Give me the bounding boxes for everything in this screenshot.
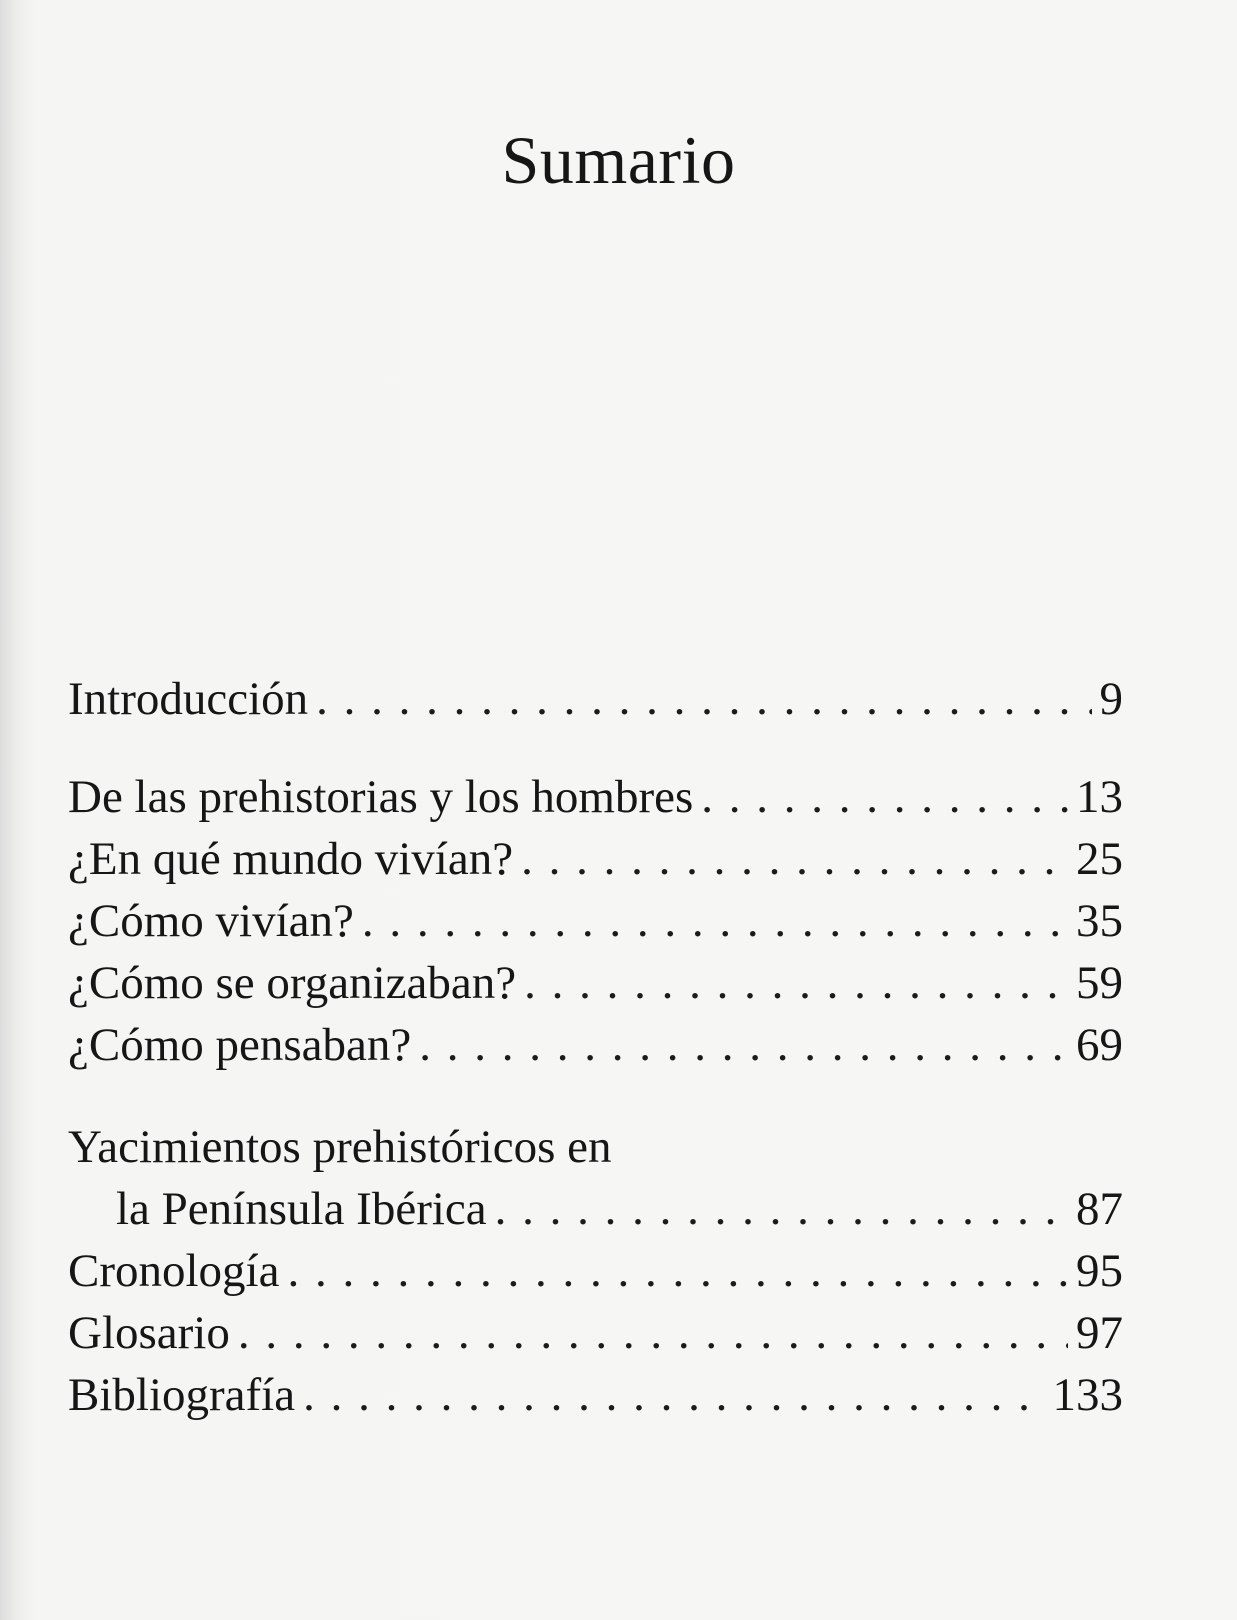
dot-leader <box>238 1302 1068 1364</box>
toc-entry-cronologia <box>68 1240 1123 1302</box>
dot-leader <box>316 668 1091 730</box>
toc-entry-prehistorias <box>68 766 1123 828</box>
toc-entry-title: Introducción <box>68 673 309 725</box>
toc-entry-introduccion <box>68 668 1123 730</box>
dot-leader <box>287 1240 1068 1302</box>
toc-entry-page: 25 <box>1076 833 1123 885</box>
toc-entry-title: ¿En qué mundo vivían? <box>68 833 514 885</box>
toc-entry-como-vivian <box>68 890 1123 952</box>
toc-entry-title: Cronología <box>68 1245 280 1297</box>
dot-leader <box>521 828 1068 890</box>
toc-entry-title-line2-row <box>68 1178 1123 1240</box>
toc-entry-page: 9 <box>1099 673 1123 725</box>
toc-entry-organizaban <box>68 952 1123 1014</box>
dot-leader <box>362 890 1068 952</box>
page-title: Sumario <box>501 122 736 198</box>
toc-entry-page: 97 <box>1076 1307 1123 1359</box>
toc-entry-title-line1: Yacimientos prehistóricos en <box>68 1121 612 1173</box>
toc-entry-page: 133 <box>1052 1369 1123 1421</box>
toc-entry-pensaban <box>68 1014 1123 1076</box>
toc-entry-mundo <box>68 828 1123 890</box>
dot-leader <box>524 952 1068 1014</box>
toc-entry-page: 59 <box>1076 957 1123 1009</box>
toc-entry-title-line2: la Península Ibérica <box>116 1183 487 1235</box>
dot-leader <box>495 1178 1068 1240</box>
toc-entry-title: De las prehistorias y los hombres <box>68 771 694 823</box>
dot-leader <box>419 1014 1068 1076</box>
toc-entry-page: 35 <box>1076 895 1123 947</box>
toc-entry-yacimientos <box>68 1116 1123 1240</box>
toc-entry-title: ¿Cómo se organizaban? <box>68 957 517 1009</box>
toc-entry-title: ¿Cómo vivían? <box>68 895 354 947</box>
toc-entry-page: 13 <box>1076 771 1123 823</box>
toc-entry-title: ¿Cómo pensaban? <box>68 1019 412 1071</box>
toc-entry-bibliografia <box>68 1364 1123 1426</box>
toc-entry-page: 69 <box>1076 1019 1123 1071</box>
table-of-contents <box>68 668 1123 1426</box>
dot-leader <box>701 766 1068 828</box>
toc-entry-title: Glosario <box>68 1307 230 1359</box>
toc-entry-glosario <box>68 1302 1123 1364</box>
dot-leader <box>303 1364 1044 1426</box>
toc-entry-title: Bibliografía <box>68 1369 296 1421</box>
toc-entry-page: 95 <box>1076 1245 1123 1297</box>
toc-entry-page: 87 <box>1076 1183 1123 1235</box>
